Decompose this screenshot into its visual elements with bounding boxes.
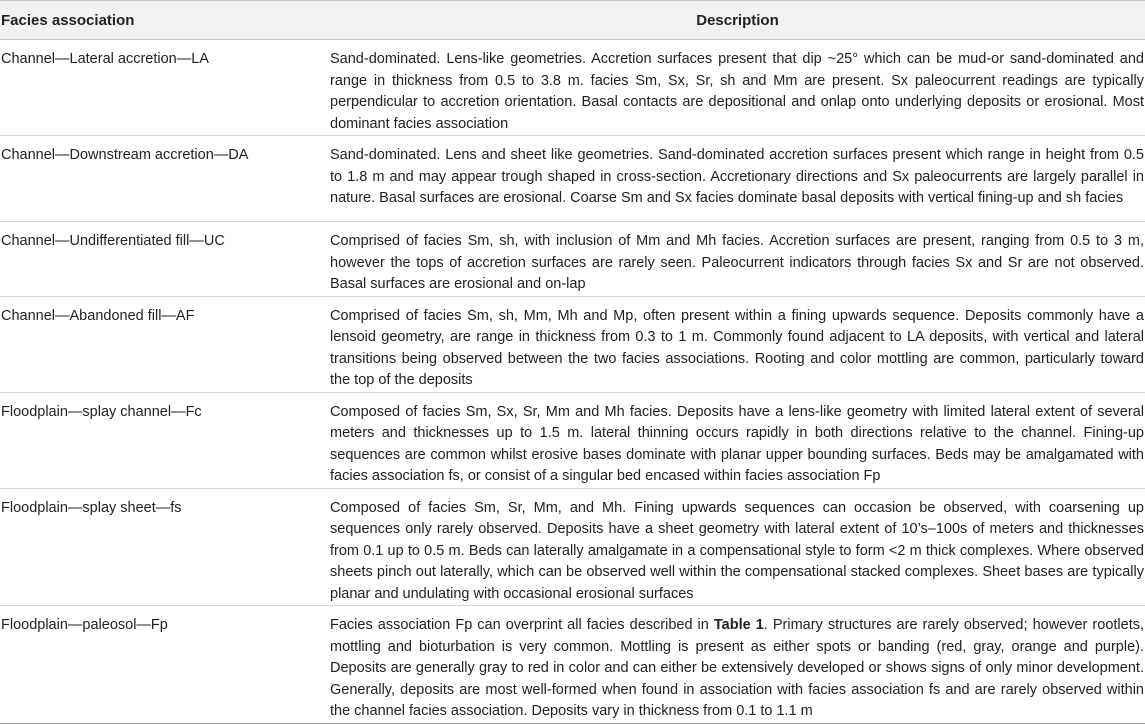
table-row	[0, 222, 1145, 297]
table-row	[0, 136, 1145, 222]
table-row	[0, 606, 1145, 724]
description-cell: Comprised of facies Sm, sh, Mm, Mh and Mp, often present within a fining upwards sequence. Deposits commonly have a lensoid geometry, are range in thickness from 0.3 to 1 m. Commonly found adjacent to LA deposits, with vertical and lateral transitions being observed between the two facies associations. Rooting and color mottling are common, particularly toward the top of the deposits	[330, 307, 1144, 388]
description-text: . Primary structures are rarely observed; however rootlets, mottling and bioturbation is very common. Mottling is present as either spots or banding (red, gray, orange and purple). Deposits are generally gray to red in color and can either be extensively developed or shows signs of only minor development. Generally, deposits are most well-formed when found in association with facies association fs and are rarely observed within the channel facies association. Deposits vary in thickness from 0.1 to 1.1 m	[330, 617, 1144, 719]
header-description: Description	[696, 11, 779, 29]
table-row	[0, 392, 1145, 488]
description-cell	[330, 606, 1145, 724]
facies-association-cell: Floodplain—splay channel—Fc	[1, 403, 202, 420]
table-body	[0, 40, 1145, 724]
facies-association-cell: Channel—Undifferentiated fill—UC	[1, 233, 225, 249]
table-row	[0, 296, 1145, 392]
description-cell: Comprised of facies Sm, sh, with inclusion of Mm and Mh facies. Accretion surfaces are present, ranging from 0.5 to 3 m, however the tops of accretion surfaces are rarely seen. Paleocurrent indicators through facies Sx and Sr are not observed. Basal surfaces are erosional and on-lap	[330, 233, 1144, 292]
description-cell: Sand-dominated. Lens-like geometries. Accretion surfaces present that dip ~25° which can be mud-or sand-dominated and range in thickness from 0.5 to 3.8 m. facies Sm, Sx, Sr, sh and Mm are present. Sx paleocurrent readings are typically perpendicular to accretion orientation. Basal contacts are depositional and onlap onto underlying deposits or erosional. Most dominant facies association	[330, 51, 1144, 132]
table-row	[0, 488, 1145, 606]
header-row	[0, 1, 1145, 40]
facies-association-cell: Floodplain—splay sheet—fs	[1, 499, 182, 516]
facies-association-cell: Channel—Downstream accretion—DA	[1, 147, 249, 163]
description-cell: Composed of facies Sm, Sx, Sr, Mm and Mh facies. Deposits have a lens-like geometry with limited lateral extent of several meters and thicknesses up to 1.5 m. lateral thinning occurs rapidly in both directions relative to the channel. Fining-up sequences are common whilst erosive bases dominate with planar upper bounding surfaces. Beds may be amalgamated with facies association fs, or consist of a singular bed encased within facies association Fp	[330, 403, 1144, 484]
table-reference-link[interactable]: Table 1	[713, 617, 764, 633]
facies-association-cell: Floodplain—paleosol—Fp	[1, 617, 168, 633]
table-header	[0, 1, 1145, 40]
table-row	[0, 40, 1145, 136]
description-text: Facies association Fp can overprint all facies described in	[330, 617, 714, 633]
facies-association-cell: Channel—Lateral accretion—LA	[1, 51, 209, 67]
header-facies-association: Facies association	[1, 11, 135, 29]
facies-association-cell: Channel—Abandoned fill—AF	[1, 307, 195, 324]
description-cell: Composed of facies Sm, Sr, Mm, and Mh. Fining upwards sequences can occasion be observed, with coarsening up sequences only rarely observed. Deposits have a sheet geometry with lateral extent of 10’s–100s of meters and thicknesses from 0.1 up to 0.5 m. Beds can laterally amalgamate in a compensational style to form <2 m thick complexes. Where observed sheets pinch out laterally, which can be observed well within the compensational stacked complexes. Sheet bases are typically planar and undulating with occasional erosional surfaces	[330, 499, 1144, 602]
description-cell: Sand-dominated. Lens and sheet like geometries. Sand-dominated accretion surfaces present which range in height from 0.5 to 1.8 m and may appear trough shaped in cross-section. Accretionary directions and Sx paleocurrents are largely parallel in nature. Basal surfaces are erosional. Coarse Sm and Sx facies dominate basal deposits with vertical fining-up and sh facies	[330, 147, 1144, 206]
